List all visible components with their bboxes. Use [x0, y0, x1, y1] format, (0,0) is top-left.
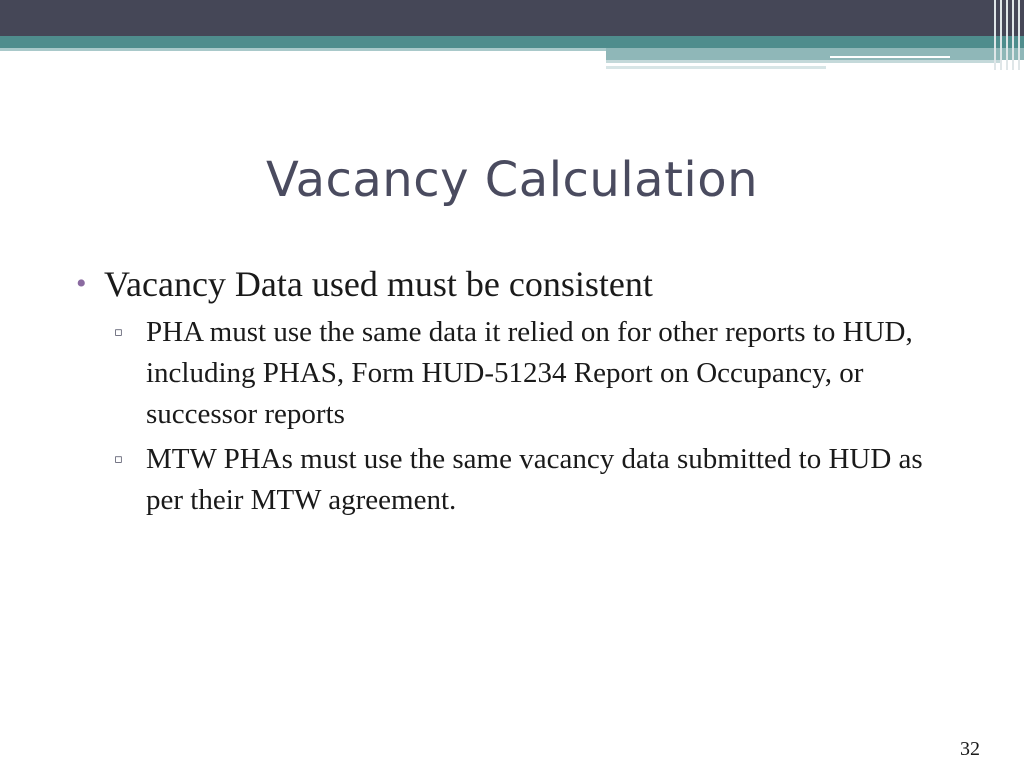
- page-number: 32: [960, 738, 980, 760]
- bullet-dot-icon: •: [76, 267, 87, 300]
- sub-bullet-item: [76, 439, 956, 521]
- bullet-item: [76, 262, 956, 306]
- header-band-dark: [0, 0, 1024, 36]
- sub-bullet-item: [76, 312, 956, 435]
- header-vertical-stripes: [990, 0, 1024, 70]
- header-band-teal: [0, 36, 1024, 48]
- slide-body: [76, 262, 956, 525]
- header-band-teal-light: [0, 48, 606, 51]
- sub-bullet-square-icon: ▫: [114, 325, 123, 340]
- header-band-right-block: [606, 48, 1024, 60]
- header-band-right-line: [606, 60, 1000, 63]
- sub-bullet-square-icon: ▫: [114, 452, 123, 467]
- header-band-right-line: [830, 56, 950, 58]
- bullet-text: Vacancy Data used must be consistent: [104, 264, 653, 304]
- sub-bullet-text: PHA must use the same data it relied on for other reports to HUD, including PHAS, Form HUD-51234 Report on Occupancy, or successor reports: [146, 316, 913, 430]
- slide-title: Vacancy Calculation: [265, 152, 759, 208]
- sub-bullet-text: MTW PHAs must use the same vacancy data submitted to HUD as per their MTW agreement.: [146, 443, 923, 516]
- header-band-right-line: [606, 66, 826, 69]
